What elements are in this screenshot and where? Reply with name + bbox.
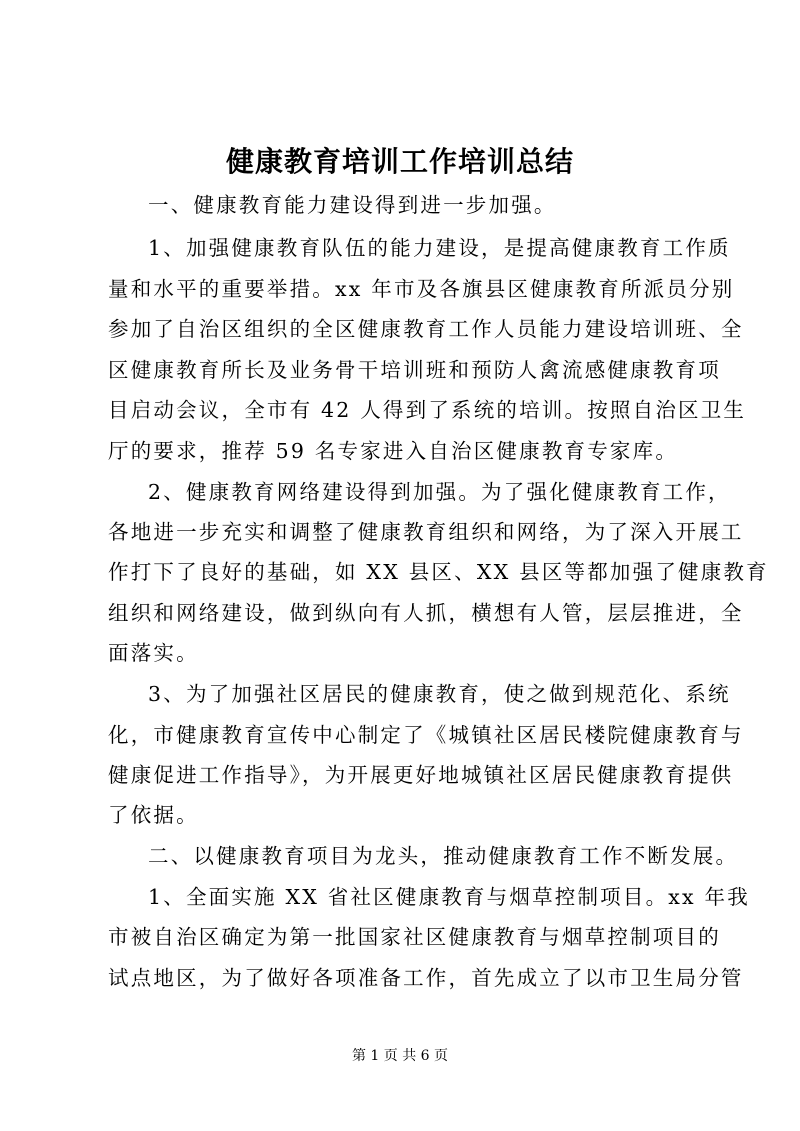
- text-line-9: 各地进一步充实和调整了健康教育组织和网络，为了深入开展工: [108, 520, 744, 544]
- page-footer: 第 1 页 共 6 页: [351, 1048, 449, 1064]
- text-line-4: 参加了自治区组织的全区健康教育工作人员能力建设培训班、全: [108, 317, 744, 341]
- text-line-13: 3、为了加强社区居民的健康教育，使之做到规范化、系统: [148, 682, 731, 706]
- text-line-20: 试点地区，为了做好各项准备工作，首先成立了以市卫生局分管: [108, 966, 744, 990]
- text-line-12: 面落实。: [108, 641, 199, 665]
- text-line-5: 区健康教育所长及业务骨干培训班和预防人禽流感健康教育项: [108, 358, 721, 382]
- text-line-15: 健康促进工作指导》，为开展更好地城镇社区居民健康教育提供: [108, 763, 734, 787]
- text-line-14: 化，市健康教育宣传中心制定了《城镇社区居民楼院健康教育与: [108, 723, 744, 747]
- text-line-2: 1、加强健康教育队伍的能力建设，是提高健康教育工作质: [148, 236, 731, 260]
- text-line-10: 作打下了良好的基础，如 XX 县区、XX 县区等都加强了健康教育: [108, 560, 769, 584]
- text-line-7: 厅的要求，推荐 59 名专家进入自治区健康教育专家库。: [108, 439, 679, 463]
- text-line-18: 1、全面实施 XX 省社区健康教育与烟草控制项目。xx 年我: [148, 885, 750, 909]
- text-line-8: 2、健康教育网络建设得到加强。为了强化健康教育工作，: [148, 480, 731, 504]
- text-line-19: 市被自治区确定为第一批国家社区健康教育与烟草控制项目的: [108, 925, 721, 949]
- text-line-3: 量和水平的重要举措。xx 年市及各旗县区健康教育所派员分别: [108, 277, 735, 301]
- text-line-17: 二、以健康教育项目为龙头，推动健康教育工作不断发展。: [148, 844, 739, 868]
- text-line-11: 组织和网络建设，做到纵向有人抓，横想有人管，层层推进，全: [108, 601, 744, 625]
- document-title: 健康教育培训工作培训总结: [225, 145, 574, 178]
- text-line-1: 一、健康教育能力建设得到进一步加强。: [148, 193, 557, 217]
- text-line-16: 了依据。: [108, 803, 199, 827]
- text-line-6: 目启动会议，全市有 42 人得到了系统的培训。按照自治区卫生: [108, 398, 747, 422]
